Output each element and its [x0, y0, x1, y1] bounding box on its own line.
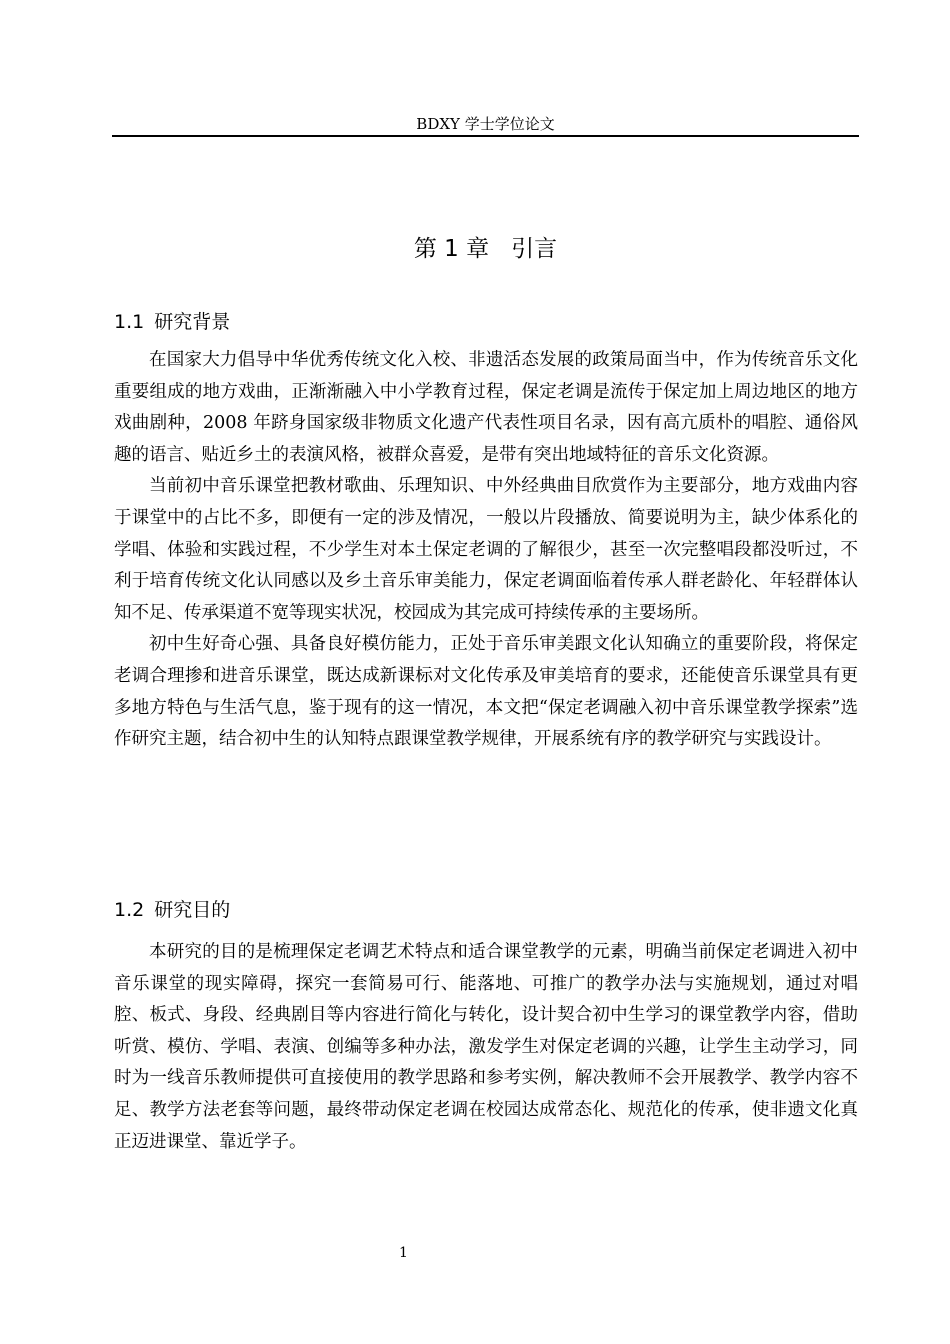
section-title: 研究目的 [154, 899, 231, 921]
section-heading-1-2 [114, 896, 230, 924]
section-heading-1-1 [114, 308, 230, 336]
section-number: 1.2 [114, 899, 145, 921]
page-number: 1 [399, 1245, 408, 1261]
section-title: 研究背景 [154, 311, 231, 333]
chapter-number: 第 1 章 [413, 236, 490, 262]
paragraph: 在国家大力倡导中华优秀传统文化入校、非遗活态发展的政策局面当中，作为传统音乐文化重要组成的地方戏曲，正渐渐融入中小学教育过程，保定老调是流传于保定加上周边地区的地方戏曲剧种，2008 年跻身国家级非物质文化遗产代表性项目名录，因有高亢质朴的唱腔、通俗风趣的语言、贴近乡土的表演风格，被群众喜爱，是带有突出地域特征的音乐文化资源。 [114, 350, 858, 465]
chapter-name: 引言 [511, 236, 558, 262]
paragraph: 初中生好奇心强、具备良好模仿能力，正处于音乐审美跟文化认知确立的重要阶段，将保定老调合理掺和进音乐课堂，既达成新课标对文化传承及审美培育的要求，还能使音乐课堂具有更多地方特色与生活气息，鉴于现有的这一情况，本文把“保定老调融入初中音乐课堂教学探索”选作研究主题，结合初中生的认知特点跟课堂教学规律，开展系统有序的教学研究与实践设计。 [114, 634, 858, 750]
paragraph: 当前初中音乐课堂把教材歌曲、乐理知识、中外经典曲目欣赏作为主要部分，地方戏曲内容于课堂中的占比不多，即便有一定的涉及情况，一般以片段播放、简要说明为主，缺少体系化的学唱、体验和实践过程，不少学生对本土保定老调的了解很少，甚至一次完整唱段都没听过，不利于培育传统文化认同感以及乡土音乐审美能力，保定老调面临着传承人群老龄化、年轻群体认知不足、传承渠道不宽等现实状况，校园成为其完成可持续传承的主要场所。 [114, 476, 858, 623]
chapter-title [112, 232, 859, 266]
section-body-1-2 [114, 937, 858, 1158]
paragraph: 本研究的目的是梳理保定老调艺术特点和适合课堂教学的元素，明确当前保定老调进入初中音乐课堂的现实障碍，探究一套简易可行、能落地、可推广的教学办法与实施规划，通过对唱腔、板式、身段、经典剧目等内容进行简化与转化，设计契合初中生学习的课堂教学内容，借助听赏、模仿、学唱、表演、创编等多种办法，激发学生对保定老调的兴趣，让学生主动学习，同时为一线音乐教师提供可直接使用的教学思路和参考实例，解决教师不会开展教学、教学内容不足、教学方法老套等问题，最终带动保定老调在校园达成常态化、规范化的传承，使非遗文化真正迈进课堂、靠近学子。 [114, 942, 858, 1152]
header-rule [112, 135, 859, 137]
section-number: 1.1 [114, 311, 145, 333]
section-body-1-1 [114, 345, 858, 756]
running-header: BDXY 学士学位论文 [416, 115, 555, 133]
